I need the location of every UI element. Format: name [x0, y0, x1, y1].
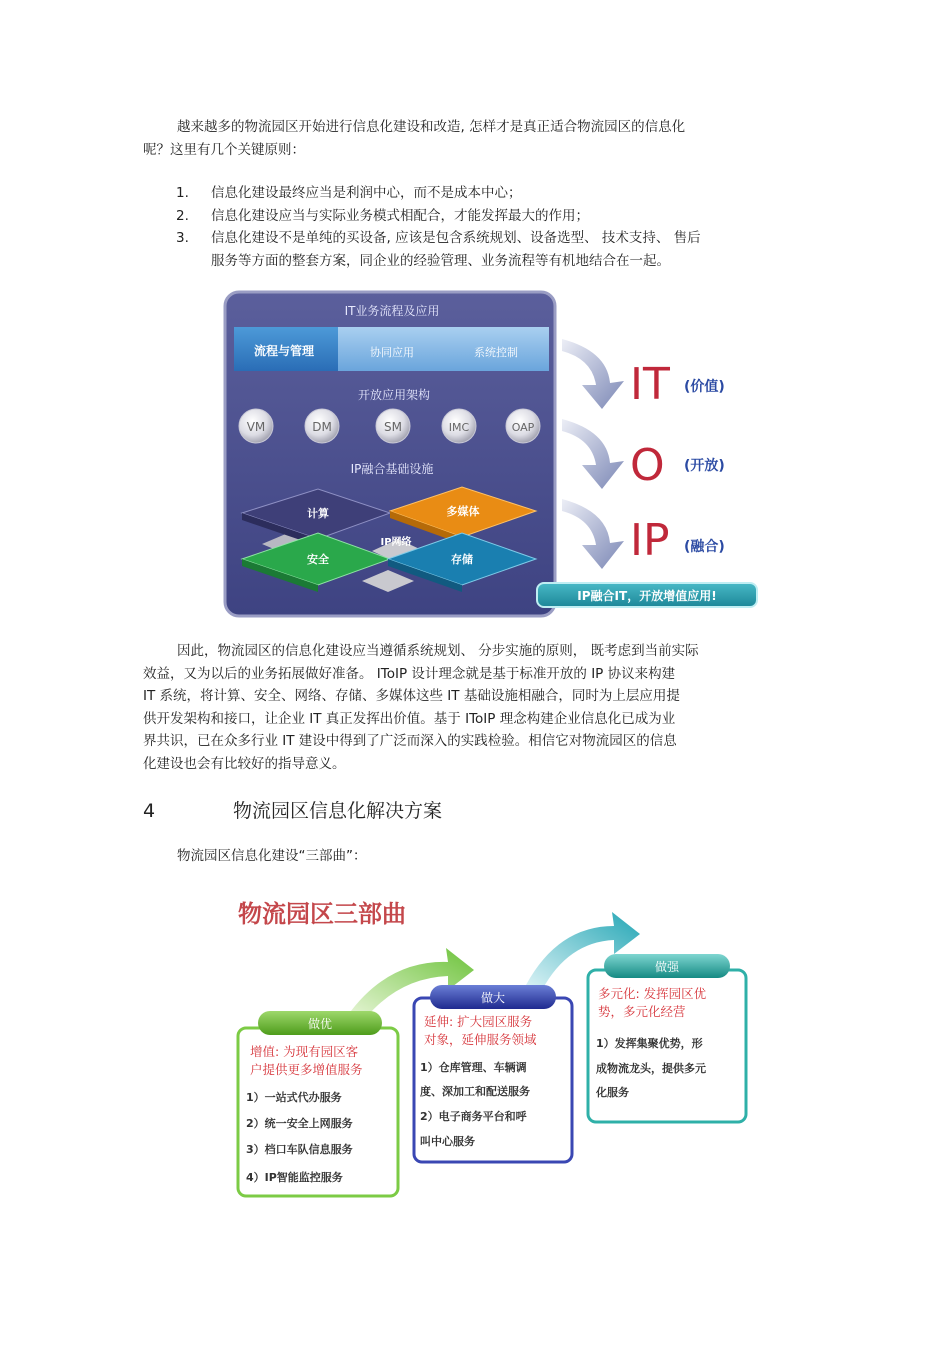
card-item: 3）档口车队信息服务	[246, 1143, 353, 1156]
big-letter-o: O	[630, 440, 665, 491]
list-number: 1.	[176, 185, 189, 201]
list-text: 服务等方面的整套方案，同企业的经验管理、业务流程等有机地结合在一起。	[211, 252, 670, 269]
card-item: 1）仓库管理、车辆调	[420, 1061, 527, 1074]
list-item	[176, 227, 806, 272]
conclusion-paragraph	[143, 640, 803, 775]
center-label: IP网络	[380, 537, 412, 548]
panel-title: IT业务流程及应用	[344, 304, 440, 318]
tile-label: 安全	[307, 553, 329, 566]
card-highlight: 势，多元化经营	[598, 1004, 686, 1019]
tab-label: 系统控制	[474, 346, 518, 359]
big-label-value: (价值)	[684, 379, 725, 395]
principles-list	[176, 182, 806, 272]
banner-text: IP融合IT，开放增值应用!	[577, 589, 717, 603]
card-item: 成物流龙头，提供多元	[596, 1062, 706, 1075]
itoip-architecture-figure	[222, 289, 762, 621]
conclusion-line: 供开发架构和接口，让企业 IT 真正发挥出价值。基于 IToIP 理念构建企业信息化已成为业	[143, 710, 676, 727]
trilogy-title: 物流园区三部曲	[238, 900, 406, 928]
arch-title: 开放应用架构	[357, 388, 431, 402]
circle-label: VM	[246, 420, 266, 434]
list-text: 信息化建设最终应当是利润中心，而不是成本中心；	[211, 185, 522, 201]
list-item	[176, 205, 806, 228]
section-number: 4	[143, 800, 156, 822]
circle-label: DM	[312, 420, 332, 434]
card-item: 叫中心服务	[420, 1135, 475, 1148]
card-highlight: 户提供更多增值服务	[250, 1062, 363, 1077]
tile-label: 计算	[307, 507, 329, 520]
list-text: 信息化建设不是单纯的买设备, 应该是包含系统规划、设备选型、 技术支持、 售后	[211, 230, 701, 246]
circle-label: SM	[384, 420, 402, 434]
tab-label: 协同应用	[370, 346, 414, 359]
intro-line-1: 越来越多的物流园区开始进行信息化建设和改造, 怎样才是真正适合物流园区的信息化	[177, 119, 686, 135]
list-number: 3.	[176, 230, 189, 246]
trilogy-figure	[228, 890, 758, 1210]
intro-paragraph	[143, 116, 803, 161]
tile-label: 存储	[451, 553, 473, 566]
card-item: 1）一站式代办服务	[246, 1091, 342, 1104]
card-strengthen	[588, 954, 746, 1122]
card-highlight: 多元化: 发挥园区优	[598, 986, 707, 1001]
conclusion-line: 化建设也会有比较好的指导意义。	[143, 755, 346, 772]
circle-label: IMC	[448, 421, 470, 434]
tab-label: 流程与管理	[253, 344, 315, 358]
infra-title: IP融合基础设施	[350, 462, 434, 476]
big-letter-it: IT	[630, 359, 670, 410]
card-expand	[414, 985, 572, 1162]
card-item: 4）IP智能监控服务	[246, 1171, 343, 1184]
intro-line-2: 呢？这里有几个关键原则：	[143, 141, 305, 158]
trilogy-intro: 物流园区信息化建设“三部曲”：	[177, 848, 367, 864]
card-highlight: 增值: 为现有园区客	[250, 1044, 359, 1059]
conclusion-line: IT 系统，将计算、安全、网络、存储、多媒体这些 IT 基础设施相融合，同时为上层应用提	[143, 688, 680, 704]
circle-label: OAP	[511, 421, 535, 434]
card-highlight: 对象，延伸服务领域	[424, 1032, 537, 1047]
big-letter-ip: IP	[630, 515, 670, 566]
card-item: 化服务	[596, 1086, 629, 1099]
big-label-open: (开放)	[684, 458, 725, 474]
big-label-fusion: (融合)	[684, 539, 725, 555]
card-item: 1）发挥集聚优势，形	[596, 1037, 703, 1050]
section-title: 物流园区信息化解决方案	[233, 800, 443, 822]
list-text: 信息化建设应当与实际业务模式相配合，才能发挥最大的作用；	[211, 207, 589, 224]
card-item: 度、深加工和配送服务	[420, 1085, 530, 1098]
tile-label: 多媒体	[446, 505, 480, 518]
list-number: 2.	[176, 207, 189, 224]
card-item: 2）电子商务平台和呼	[420, 1110, 527, 1123]
list-item	[176, 182, 806, 205]
card-highlight: 延伸: 扩大园区服务	[424, 1014, 533, 1029]
section-heading	[143, 796, 442, 823]
card-item: 2）统一安全上网服务	[246, 1117, 353, 1130]
card-header-label: 做大	[480, 991, 506, 1005]
card-header-label: 做优	[307, 1017, 333, 1031]
card-header-label: 做强	[654, 960, 680, 974]
application-tabs	[234, 327, 549, 371]
conclusion-line: 效益，又为以后的业务拓展做好准备。 IToIP 设计理念就是基于标准开放的 IP 协议来构建	[143, 665, 676, 682]
conclusion-line: 界共识，已在众多行业 IT 建设中得到了广泛而深入的实践检验。相信它对物流园区的信息	[143, 733, 677, 749]
conclusion-line: 因此，物流园区的信息化建设应当遵循系统规划、 分步实施的原则， 既考虑到当前实际	[177, 643, 699, 659]
card-optimize	[238, 1011, 398, 1196]
